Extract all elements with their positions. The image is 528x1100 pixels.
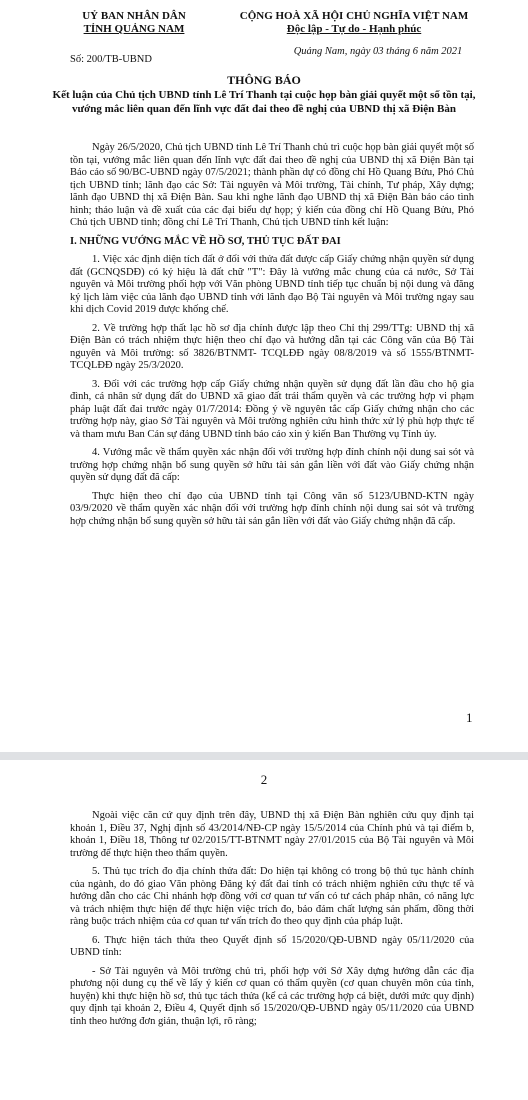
document-title: THÔNG BÁO (227, 73, 301, 87)
document-body-page-2 (70, 810, 474, 1034)
section-heading: I. NHỮNG VƯỚNG MẮC VỀ HỒ SƠ, THỦ TỤC ĐẤT ĐAI (70, 235, 341, 247)
document-number: Số: 200/TB-UBND (70, 54, 152, 65)
national-motto (204, 10, 504, 36)
document-body-page-1 (70, 142, 474, 534)
item-4: 4. Vướng mắc về thẩm quyền xác nhận đối với trường hợp đính chính nội dung sai sót và trường hợp chứng nhận bổ sung quyền sở hữu tài sản gắn liền với đất vào Giấy chứng nhận quyền sử dụng đất đã cấp: (70, 447, 474, 483)
document-subtitle: Kết luận của Chủ tịch UBND tỉnh Lê Trí Thanh tại cuộc họp bàn giải quyết một số tồn tại, vướng mắc liên quan đến lĩnh vực đất đai theo đề nghị của UBND thị xã Điện Bàn (52, 89, 476, 115)
nation-line-1: CỘNG HOÀ XÃ HỘI CHỦ NGHĨA VIỆT NAM (239, 10, 469, 22)
item-6-detail: - Sở Tài nguyên và Môi trường chủ trì, phối hợp với Sở Xây dựng hướng dẫn các địa phương nội dung cụ thể về lấy ý kiến cơ quan có thẩm quyền (cơ quan chuyên môn của tỉnh, huyện) khi thực hiện hồ sơ, thủ tục tách thửa (kể cả các trường hợp cá biệt, dưới mức quy định) quy định tại khoản 2, Điều 4, Quyết định số 15/2020/QĐ-UBND ngày 05/11/2020 của UBND tỉnh theo hướng đơn giản, thuận lợi, rõ ràng; (70, 965, 474, 1027)
page-separator (0, 752, 528, 760)
intro-paragraph: Ngày 26/5/2020, Chủ tịch UBND tỉnh Lê Trí Thanh chủ trì cuộc họp bàn giải quyết một số tồn tại, vướng mắc liên quan đến lĩnh vực đất đai theo đề nghị của UBND thị xã Điện Bàn tại Báo cáo số 90/BC-UBND ngày 07/5/2021; thành phần dự có đồng chí Hồ Quang Bửu, Phó Chủ tịch UBND tỉnh; lãnh đạo các Sở: Tài nguyên và Môi trường, Tài chính, Tư pháp, Xây dựng; lãnh đạo UBND thị xã Điện Bàn. Sau khi nghe lãnh đạo UBND thị xã Điện Bàn báo cáo tình hình; thảo luận và đề xuất của các đại biểu dự họp; ý kiến của đồng chí Hồ Quang Bửu, Phó Chủ tịch UBND tỉnh; đồng chí Lê Trí Thanh, Chủ tịch UBND tỉnh kết luận: (70, 142, 474, 228)
nation-line-2: Độc lập - Tự do - Hạnh phúc (286, 23, 422, 35)
item-5: 5. Thủ tục trích đo địa chính thửa đất: Do hiện tại không có trong bộ thủ tục hành chính của ngành, do đó giao Văn phòng Đăng ký đất đai tỉnh có trách nhiệm nghiên cứu thực tế và hướng dẫn cho các Chi nhánh hợp đồng với cơ quan tư vấn có tư cách pháp nhân, có năng lực và trách nhiệm thực hiện để thực hiện việc trích đo, bảo đảm chất lượng sản phẩm, đồng thời ràng buộc trách nhiệm của cơ quan tư vấn trích đo theo quy định của pháp luật. (70, 866, 474, 927)
org-line-2: TỈNH QUẢNG NAM (83, 23, 185, 35)
item-1: 1. Việc xác định diện tích đất ở đối với thửa đất được cấp Giấy chứng nhận quyền sử dụng đất (GCNQSDĐ) có ký hiệu là đất chữ "T": Đây là vướng mắc chung của cả nước, Sở Tài nguyên và Môi trường phối hợp với Văn phòng UBND tỉnh tiếp tục chuẩn bị nội dung và đăng ký lịch làm việc của lãnh đạo UBND tỉnh với lãnh đạo Bộ Tài nguyên và Môi trường ngay sau khi dịch Covid 2019 được khống chế. (70, 254, 474, 315)
issuing-authority (64, 10, 204, 36)
page-number: 2 (260, 772, 268, 787)
document-date: Quảng Nam, ngày 03 tháng 6 năm 2021 (293, 46, 463, 57)
item-3: 3. Đối với các trường hợp cấp Giấy chứng nhận quyền sử dụng đất lần đầu cho hộ gia đình, cá nhân sử dụng đất do UBND xã giao đất trái thẩm quyền và các trường hợp vi phạm pháp luật đất đai trước ngày 01/7/2014: Đồng ý về nguyên tắc cấp Giấy chứng nhận cho các trường hợp này, giao Sở Tài nguyên và Môi trường nghiên cứu hình thức xử lý phù hợp thực tế và tham mưu Ban Cán sự đảng UBND tỉnh báo cáo xin ý kiến Ban Thường vụ Tỉnh ủy. (70, 378, 474, 440)
paragraph: Ngoài việc căn cứ quy định trên đây, UBND thị xã Điện Bàn nghiên cứu quy định tại khoản 1, Điều 37, Nghị định số 43/2014/NĐ-CP ngày 15/5/2014 của Chính phủ và tại điểm b, khoản 1, Điều 18, Thông tư 02/2015/TT-BTNMT ngày 27/01/2015 của Bộ Tài nguyên và Môi trường để thực hiện theo thẩm quyền. (70, 810, 474, 859)
org-line-1: UỶ BAN NHÂN DÂN (82, 10, 186, 22)
item-6: 6. Thực hiện tách thửa theo Quyết định số 15/2020/QĐ-UBND ngày 05/11/2020 của UBND tỉnh: (70, 934, 474, 958)
document-page-2 (0, 760, 528, 1100)
page-number: 1 (466, 710, 473, 725)
item-2: 2. Về trường hợp thất lạc hồ sơ địa chính được lập theo Chỉ thị 299/TTg: UBND thị xã Điện Bàn có trách nhiệm thực hiện theo chỉ đạo và hướng dẫn tại các Công văn của Bộ Tài nguyên và Môi trường: số 3826/BTNMT- TCQLĐĐ ngày 08/8/2019 và số 1555/BTNMT-TCQLĐĐ ngày 25/3/2020. (70, 322, 474, 371)
item-4-detail: Thực hiện theo chỉ đạo của UBND tỉnh tại Công văn số 5123/UBND-KTN ngày 03/9/2020 về thẩm quyền xác nhận đối với trường hợp đính chính nội dung sai sót và trường hợp chứng nhận bổ sung quyền sở hữu tài sản gắn liền với đất vào Giấy chứng nhận đã cấp. (70, 490, 474, 527)
